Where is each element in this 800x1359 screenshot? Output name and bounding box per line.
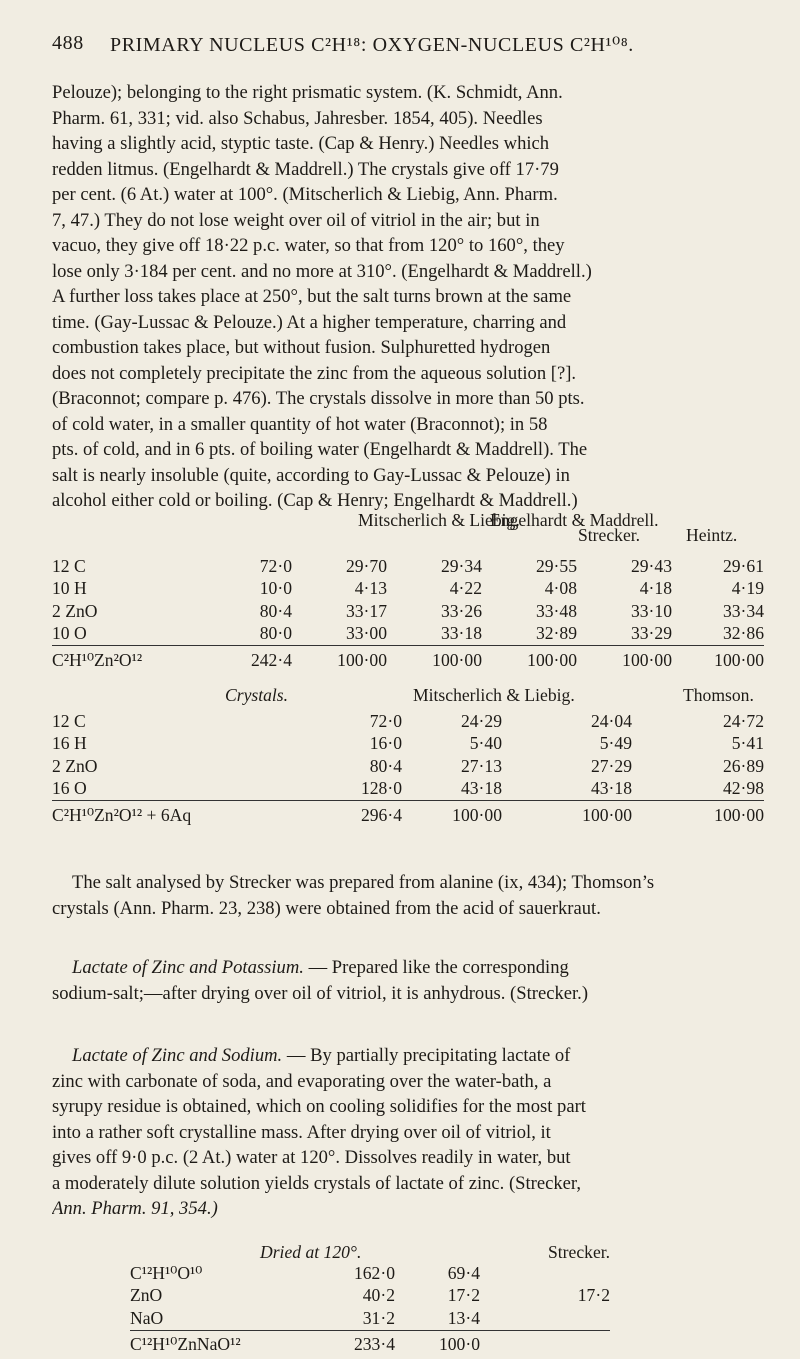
value-cell: 32·89 bbox=[535, 623, 577, 644]
value-cell: 33·10 bbox=[630, 600, 672, 621]
calc-value: 162·0 bbox=[353, 1262, 395, 1283]
text-line: having a slightly acid, styptic taste. (Cap & Henry.) Needles which bbox=[52, 133, 550, 154]
calc-value: 10·0 bbox=[259, 578, 292, 599]
text-line: zinc with carbonate of soda, and evaporating over the water-bath, a bbox=[52, 1070, 552, 1092]
calc-value: 72·0 bbox=[259, 555, 292, 576]
value-cell: 100·00 bbox=[502, 801, 632, 830]
table-row bbox=[52, 600, 764, 623]
value-cell bbox=[480, 1307, 610, 1330]
calc-value: 40·2 bbox=[362, 1285, 395, 1306]
calc-percent: 13·4 bbox=[447, 1307, 480, 1328]
row-label: 12 C bbox=[52, 710, 86, 731]
value-cell: 29·34 bbox=[440, 555, 482, 576]
text-line: crystals (Ann. Pharm. 23, 238) were obtained from the acid of sauerkraut. bbox=[52, 897, 601, 919]
table2-header-mitscherlich: Mitscherlich & Liebig. bbox=[413, 685, 575, 705]
table3-header-strecker: Strecker. bbox=[548, 1242, 611, 1262]
row-label: C¹²H¹⁰O¹⁰ bbox=[130, 1262, 203, 1283]
text-line: of cold water, in a smaller quantity of hot water (Braconnot); in 58 bbox=[52, 413, 548, 435]
value-cell: 4·19 bbox=[731, 578, 764, 599]
text-line: Ann. Pharm. 91, 354.) bbox=[52, 1198, 218, 1219]
text-line: pts. of cold, and in 6 pts. of boiling water (Engelhardt & Maddrell). The bbox=[52, 439, 588, 460]
calc-percent: 27·13 bbox=[460, 755, 502, 776]
analysis-table-3 bbox=[130, 1262, 610, 1359]
text-line: per cent. (6 At.) water at 100°. (Mitscherlich & Liebig, Ann. Pharm. bbox=[52, 184, 558, 205]
text-line: combustion takes place, but without fusion. Sulphuretted hydrogen bbox=[52, 337, 551, 358]
table-row bbox=[130, 1262, 610, 1285]
text-line: lose only 3·184 per cent. and no more at 310°. (Engelhardt & Maddrell.) bbox=[52, 260, 592, 282]
row-label: NaO bbox=[130, 1307, 164, 1328]
text-line bbox=[52, 955, 762, 981]
value-cell: 29·70 bbox=[345, 555, 387, 576]
total-label: C¹²H¹⁰ZnNaO¹² bbox=[130, 1330, 320, 1359]
table-row bbox=[52, 778, 764, 801]
text-line: a moderately dilute solution yields crystals of lactate of zinc. (Strecker, bbox=[52, 1172, 581, 1194]
calc-value: 80·0 bbox=[259, 623, 292, 644]
value-cell: 33·48 bbox=[535, 600, 577, 621]
value-cell: 5·49 bbox=[599, 733, 632, 754]
table1-header-engelhardt: Engelhardt & Maddrell. bbox=[490, 510, 659, 530]
table-row bbox=[52, 710, 764, 733]
row-label: 16 H bbox=[52, 733, 87, 754]
value-cell: 24·04 bbox=[590, 710, 632, 731]
table-row bbox=[52, 733, 764, 756]
text-line: Pelouze); belonging to the right prismatic system. (K. Schmidt, Ann. bbox=[52, 82, 563, 103]
calc-percent: 43·18 bbox=[460, 778, 502, 799]
analysis-table-1 bbox=[52, 555, 764, 674]
value-cell: 17·2 bbox=[577, 1285, 610, 1306]
text-line bbox=[52, 1043, 762, 1069]
text-line: into a rather soft crystalline mass. After drying over oil of vitriol, it bbox=[52, 1121, 551, 1143]
calc-percent: 100·00 bbox=[402, 801, 502, 830]
table1-header-heintz: Heintz. bbox=[686, 525, 738, 545]
table3-header-dried: Dried at 120°. bbox=[260, 1242, 362, 1262]
total-row bbox=[52, 646, 764, 675]
value-cell: 100·00 bbox=[387, 646, 482, 675]
section-title: Lactate of Zinc and Sodium. bbox=[72, 1045, 283, 1066]
calc-value: 128·0 bbox=[360, 778, 402, 799]
text-line: A further loss takes place at 250°, but the salt turns brown at the same bbox=[52, 286, 572, 307]
value-cell: 33·18 bbox=[440, 623, 482, 644]
text-line: 7, 47.) They do not lose weight over oil of vitriol in the air; but in bbox=[52, 209, 540, 231]
text-line: time. (Gay-Lussac & Pelouze.) At a higher temperature, charring and bbox=[52, 311, 567, 333]
row-label: 2 ZnO bbox=[52, 755, 98, 776]
calc-value: 16·0 bbox=[369, 733, 402, 754]
value-cell: 33·29 bbox=[630, 623, 672, 644]
analysis-table-2 bbox=[52, 710, 764, 829]
value-cell: 4·22 bbox=[449, 578, 482, 599]
value-cell bbox=[480, 1262, 610, 1285]
row-label: 2 ZnO bbox=[52, 600, 98, 621]
value-cell: 32·86 bbox=[722, 623, 764, 644]
row-label: 16 O bbox=[52, 778, 87, 799]
table2-header-crystals: Crystals. bbox=[225, 685, 289, 705]
value-cell: 100·00 bbox=[292, 646, 387, 675]
calc-value: 31·2 bbox=[362, 1307, 395, 1328]
table-row bbox=[130, 1307, 610, 1330]
row-label: 10 O bbox=[52, 623, 87, 644]
section-text: — Prepared like the corresponding bbox=[308, 957, 569, 978]
value-cell: 33·34 bbox=[722, 600, 764, 621]
value-cell: 5·41 bbox=[731, 733, 764, 754]
value-cell: 29·43 bbox=[630, 555, 672, 576]
page-number: 488 bbox=[52, 32, 84, 54]
calc-value: 80·4 bbox=[259, 600, 292, 621]
calc-percent: 5·40 bbox=[469, 733, 502, 754]
value-cell: 4·18 bbox=[639, 578, 672, 599]
calc-percent: 100·0 bbox=[395, 1330, 480, 1359]
row-label: 12 C bbox=[52, 555, 86, 576]
total-row bbox=[130, 1330, 610, 1359]
value-cell: 33·17 bbox=[345, 600, 387, 621]
running-title: PRIMARY NUCLEUS C²H¹⁸: OXYGEN-NUCLEUS C²H¹⁰⁸. bbox=[110, 34, 634, 56]
section-text: — By partially precipitating lactate of bbox=[286, 1045, 571, 1066]
value-cell bbox=[480, 1330, 610, 1359]
text-line: salt is nearly insoluble (quite, according to Gay-Lussac & Pelouze) in bbox=[52, 464, 570, 486]
value-cell: 26·89 bbox=[722, 755, 764, 776]
value-cell: 42·98 bbox=[722, 778, 764, 799]
table-row bbox=[52, 578, 764, 601]
text-line: redden litmus. (Engelhardt & Maddrell.) The crystals give off 17·79 bbox=[52, 158, 559, 180]
value-cell: 33·26 bbox=[440, 600, 482, 621]
row-label: 10 H bbox=[52, 578, 87, 599]
section-title: Lactate of Zinc and Potassium. bbox=[72, 957, 304, 978]
calc-value: 296·4 bbox=[322, 801, 402, 830]
calc-value: 242·4 bbox=[212, 646, 292, 675]
text-line: sodium-salt;—after drying over oil of vitriol, it is anhydrous. (Strecker.) bbox=[52, 982, 589, 1004]
table2-header-thomson: Thomson. bbox=[683, 685, 754, 705]
running-header bbox=[52, 32, 764, 62]
potassium-section bbox=[52, 955, 762, 1006]
table-row bbox=[52, 623, 764, 646]
value-cell: 100·00 bbox=[482, 646, 577, 675]
value-cell: 29·55 bbox=[535, 555, 577, 576]
text-line: vacuo, they give off 18·22 p.c. water, so that from 120° to 160°, they bbox=[52, 235, 565, 256]
intro-paragraph bbox=[52, 80, 762, 514]
calc-percent: 24·29 bbox=[460, 710, 502, 731]
sodium-section bbox=[52, 1043, 762, 1222]
strecker-paragraph bbox=[52, 870, 762, 921]
table1-header-strecker: Strecker. bbox=[578, 525, 641, 545]
text-line: (Braconnot; compare p. 476). The crystals dissolve in more than 50 pts. bbox=[52, 388, 585, 409]
table-row bbox=[130, 1285, 610, 1308]
value-cell: 24·72 bbox=[722, 710, 764, 731]
calc-percent: 17·2 bbox=[447, 1285, 480, 1306]
value-cell: 29·61 bbox=[722, 555, 764, 576]
calc-value: 80·4 bbox=[369, 755, 402, 776]
row-label: ZnO bbox=[130, 1285, 163, 1306]
calc-percent: 69·4 bbox=[447, 1262, 480, 1283]
value-cell: 43·18 bbox=[590, 778, 632, 799]
text-line: Pharm. 61, 331; vid. also Schabus, Jahresber. 1854, 405). Needles bbox=[52, 107, 543, 129]
table-row bbox=[52, 755, 764, 778]
text-line: alcohol either cold or boiling. (Cap & Henry; Engelhardt & Maddrell.) bbox=[52, 490, 578, 511]
value-cell: 4·13 bbox=[354, 578, 387, 599]
value-cell: 4·08 bbox=[544, 578, 577, 599]
calc-value: 72·0 bbox=[369, 710, 402, 731]
text-line: The salt analysed by Strecker was prepared from alanine (ix, 434); Thomson’s bbox=[72, 872, 655, 893]
table-row bbox=[52, 555, 764, 578]
total-row bbox=[52, 801, 764, 830]
table1-header-mitscherlich: Mitscherlich & Liebig. bbox=[358, 510, 520, 530]
value-cell: 33·00 bbox=[345, 623, 387, 644]
total-label: C²H¹⁰Zn²O¹² + 6Aq bbox=[52, 801, 322, 830]
text-line: does not completely precipitate the zinc from the aqueous solution [?]. bbox=[52, 362, 577, 384]
text-line: gives off 9·0 p.c. (2 At.) water at 120°. Dissolves readily in water, but bbox=[52, 1147, 571, 1168]
calc-value: 233·4 bbox=[320, 1330, 395, 1359]
value-cell: 100·00 bbox=[577, 646, 672, 675]
text-line: syrupy residue is obtained, which on cooling solidifies for the most part bbox=[52, 1096, 586, 1117]
total-label: C²H¹⁰Zn²O¹² bbox=[52, 646, 212, 675]
value-cell: 27·29 bbox=[590, 755, 632, 776]
value-cell: 100·00 bbox=[672, 646, 764, 675]
value-cell: 100·00 bbox=[632, 801, 764, 830]
